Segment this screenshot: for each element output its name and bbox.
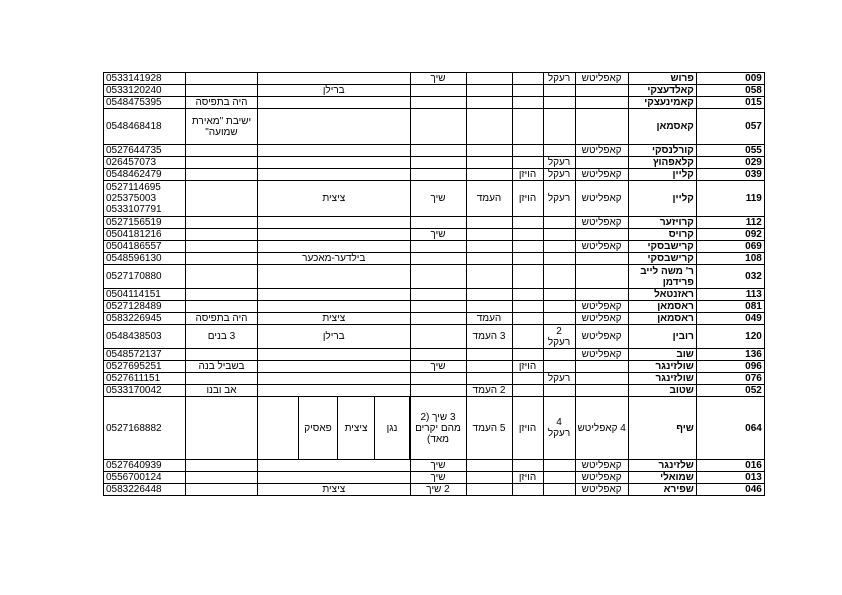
kap-cell — [575, 289, 628, 301]
shir-cell — [410, 85, 466, 97]
other-cell — [258, 472, 411, 484]
other-cell — [258, 241, 411, 253]
other-cell — [258, 301, 411, 313]
name-cell: קורלנסקי — [628, 145, 696, 157]
other-cell: בילדער-מאכער — [258, 253, 411, 265]
regel-cell: 2 רעקל — [543, 325, 575, 349]
table-row — [104, 373, 797, 385]
regel-cell — [543, 361, 575, 373]
table-row — [104, 289, 797, 301]
kap-cell: קאפליטש — [575, 241, 628, 253]
phone-cell: 0527128489 — [104, 301, 186, 313]
name-cell: קאסמאן — [628, 109, 696, 145]
amed-cell — [466, 301, 512, 313]
shir-cell — [410, 265, 466, 289]
kap-cell: קאפליטש — [575, 472, 628, 484]
phone-cell: 0527114695 025375003 0533107791 — [104, 181, 186, 217]
shir-cell: שיך — [410, 73, 466, 85]
regel-cell — [543, 385, 575, 397]
regel-cell — [543, 460, 575, 472]
note-cell — [186, 301, 258, 313]
name-cell: שלזינגר — [628, 460, 696, 472]
kap-cell — [575, 385, 628, 397]
donations-table — [103, 72, 797, 496]
phone-cell: 0504186557 — [104, 241, 186, 253]
code-cell: 069 — [696, 241, 764, 253]
shir-cell — [410, 253, 466, 265]
regel-cell: רעקל — [543, 373, 575, 385]
table-row — [104, 85, 797, 97]
code-cell: 120 — [696, 325, 764, 349]
other-cell — [258, 460, 411, 472]
phone-cell: 0527170880 — [104, 265, 186, 289]
kap-cell: 4 קאפליטש — [575, 397, 628, 460]
kap-cell: קאפליטש — [575, 313, 628, 325]
regel-cell — [543, 85, 575, 97]
code-cell: 055 — [696, 145, 764, 157]
regel-cell — [543, 253, 575, 265]
amed-cell: העמד — [466, 313, 512, 325]
other-cell — [258, 145, 411, 157]
phone-cell: 0504114151 — [104, 289, 186, 301]
hoizn-cell: הויזן — [512, 181, 543, 217]
kap-cell — [575, 157, 628, 169]
phone-cell: 0583226945 — [104, 313, 186, 325]
phone-cell: 0548596130 — [104, 253, 186, 265]
other-cell — [258, 265, 411, 289]
shir-cell — [410, 241, 466, 253]
code-cell: 039 — [696, 169, 764, 181]
name-cell: ראזנטאל — [628, 289, 696, 301]
code-cell: 052 — [696, 385, 764, 397]
table-row — [104, 109, 797, 145]
table-body-top — [104, 73, 797, 397]
shir-cell — [410, 349, 466, 361]
amed-cell — [466, 157, 512, 169]
shir-cell — [410, 169, 466, 181]
regel-cell: רעקל — [543, 169, 575, 181]
table-row — [104, 460, 797, 472]
table-row — [104, 385, 797, 397]
shir-cell: שיך — [410, 460, 466, 472]
kap-cell — [575, 85, 628, 97]
kap-cell: קאפליטש — [575, 349, 628, 361]
table-row — [104, 325, 797, 349]
table-body-bottom — [104, 460, 797, 496]
kap-cell — [575, 361, 628, 373]
code-cell: 029 — [696, 157, 764, 169]
hoizn-cell: הויזן — [512, 397, 543, 460]
phone-cell: 0548438503 — [104, 325, 186, 349]
note-cell — [186, 85, 258, 97]
shir-cell — [410, 385, 466, 397]
regel-cell — [543, 289, 575, 301]
hoizn-cell — [512, 484, 543, 496]
code-cell: 046 — [696, 484, 764, 496]
phone-cell: 0527695251 — [104, 361, 186, 373]
code-cell: 096 — [696, 361, 764, 373]
amed-cell — [466, 484, 512, 496]
shir-cell — [410, 301, 466, 313]
code-cell: 064 — [696, 397, 764, 460]
name-cell: קרויזער — [628, 217, 696, 229]
name-cell: קרויס — [628, 229, 696, 241]
other-cell — [258, 229, 411, 241]
amed-cell — [466, 73, 512, 85]
other-cell — [258, 109, 411, 145]
other-cell-o4: פאסיק — [299, 397, 338, 459]
shir-cell: שיך — [410, 229, 466, 241]
phone-cell: 0527611151 — [104, 373, 186, 385]
other-cell: ברילן — [258, 85, 411, 97]
note-cell — [186, 181, 258, 217]
note-cell: 3 בנים — [186, 325, 258, 349]
table-row — [104, 484, 797, 496]
note-cell — [186, 397, 258, 460]
amed-cell — [466, 361, 512, 373]
table-row — [104, 253, 797, 265]
phone-cell: 0533141928 — [104, 73, 186, 85]
code-cell: 076 — [696, 373, 764, 385]
code-cell: 009 — [696, 73, 764, 85]
kap-cell — [575, 97, 628, 109]
shir-cell — [410, 157, 466, 169]
code-cell: 057 — [696, 109, 764, 145]
other-cell: ציצית — [258, 313, 411, 325]
amed-cell — [466, 85, 512, 97]
kap-cell: קאפליטש — [575, 145, 628, 157]
other-cell — [258, 361, 411, 373]
amed-cell — [466, 349, 512, 361]
hoizn-cell — [512, 253, 543, 265]
phone-cell: 0548462479 — [104, 169, 186, 181]
name-cell: שיף — [628, 397, 696, 460]
hoizn-cell — [512, 301, 543, 313]
code-cell: 136 — [696, 349, 764, 361]
shir-cell: 2 שיך — [410, 484, 466, 496]
shir-cell: שיך — [410, 181, 466, 217]
phone-cell: 0527640939 — [104, 460, 186, 472]
note-cell: בשביל בנה — [186, 361, 258, 373]
hoizn-cell — [512, 385, 543, 397]
amed-cell: 5 העמד — [466, 397, 512, 460]
hoizn-cell — [512, 157, 543, 169]
phone-cell: 0533170042 — [104, 385, 186, 397]
amed-cell: 3 העמד — [466, 325, 512, 349]
phone-cell: 0527156519 — [104, 217, 186, 229]
amed-cell — [466, 460, 512, 472]
regel-cell — [543, 349, 575, 361]
code-cell: 032 — [696, 265, 764, 289]
amed-cell — [466, 169, 512, 181]
note-cell — [186, 289, 258, 301]
kap-cell: קאפליטש — [575, 181, 628, 217]
phone-cell: 0583226448 — [104, 484, 186, 496]
phone-cell: 0548468418 — [104, 109, 186, 145]
name-cell: שולזינגר — [628, 373, 696, 385]
shir-cell: 3 שיך (2 מהם יקרים מאד) — [410, 397, 466, 460]
table-row — [104, 181, 797, 217]
table-row — [104, 145, 797, 157]
note-cell — [186, 157, 258, 169]
other-cell-o3: ציצית — [338, 397, 375, 459]
other-cell — [258, 289, 411, 301]
other-cell: ציצית — [258, 181, 411, 217]
regel-cell: רעקל — [543, 73, 575, 85]
regel-cell — [543, 229, 575, 241]
kap-cell: קאפליטש — [575, 484, 628, 496]
hoizn-cell — [512, 241, 543, 253]
name-cell: שפירא — [628, 484, 696, 496]
table-row — [104, 241, 797, 253]
regel-cell — [543, 301, 575, 313]
other-cell — [258, 73, 411, 85]
regel-cell — [543, 217, 575, 229]
name-cell: שמואלי — [628, 472, 696, 484]
amed-cell — [466, 289, 512, 301]
table-row — [104, 397, 797, 460]
note-cell — [186, 484, 258, 496]
table-row — [104, 313, 797, 325]
amed-cell — [466, 373, 512, 385]
name-cell: קרישבסקי — [628, 253, 696, 265]
hoizn-cell — [512, 325, 543, 349]
note-cell — [186, 460, 258, 472]
shir-cell — [410, 145, 466, 157]
table-row — [104, 265, 797, 289]
other-cell — [258, 97, 411, 109]
other-cell: ברילן — [258, 325, 411, 349]
shir-cell — [410, 289, 466, 301]
name-cell: ראסמאן — [628, 313, 696, 325]
other-cell: ציצית — [258, 484, 411, 496]
amed-cell — [466, 145, 512, 157]
name-cell: קלאפהוץ — [628, 157, 696, 169]
kap-cell — [575, 229, 628, 241]
regel-cell — [543, 241, 575, 253]
table-row — [104, 229, 797, 241]
shir-cell — [410, 325, 466, 349]
hoizn-cell: הויזן — [512, 472, 543, 484]
name-cell: קליין — [628, 169, 696, 181]
regel-cell — [543, 313, 575, 325]
code-cell: 119 — [696, 181, 764, 217]
amed-cell — [466, 97, 512, 109]
table-row — [104, 73, 797, 85]
note-cell — [186, 265, 258, 289]
hoizn-cell — [512, 373, 543, 385]
phone-cell: 0548572137 — [104, 349, 186, 361]
note-cell — [186, 472, 258, 484]
table-body-064 — [104, 397, 797, 460]
amed-cell — [466, 229, 512, 241]
hoizn-cell — [512, 313, 543, 325]
amed-cell — [466, 265, 512, 289]
regel-cell — [543, 265, 575, 289]
hoizn-cell: הויזן — [512, 169, 543, 181]
other-cell — [258, 169, 411, 181]
table-row — [104, 361, 797, 373]
note-cell — [186, 253, 258, 265]
phone-cell: 0527168882 — [104, 397, 186, 460]
name-cell: קליין — [628, 181, 696, 217]
shir-cell: שיך — [410, 472, 466, 484]
shir-cell: שיך — [410, 361, 466, 373]
kap-cell: קאפליטש — [575, 301, 628, 313]
hoizn-cell — [512, 97, 543, 109]
hoizn-cell: הויזן — [512, 361, 543, 373]
code-cell: 049 — [696, 313, 764, 325]
regel-cell — [543, 472, 575, 484]
other-cell — [258, 373, 411, 385]
code-cell: 015 — [696, 97, 764, 109]
kap-cell — [575, 265, 628, 289]
table-row — [104, 349, 797, 361]
shir-cell — [410, 97, 466, 109]
code-cell: 092 — [696, 229, 764, 241]
name-cell: ר' משה לייב פרידמן — [628, 265, 696, 289]
shir-cell — [410, 313, 466, 325]
amed-cell — [466, 253, 512, 265]
name-cell: קרישבסקי — [628, 241, 696, 253]
table-row — [104, 157, 797, 169]
hoizn-cell — [512, 460, 543, 472]
note-cell — [186, 145, 258, 157]
kap-cell — [575, 253, 628, 265]
code-cell: 081 — [696, 301, 764, 313]
note-cell — [186, 73, 258, 85]
name-cell: שטוב — [628, 385, 696, 397]
phone-cell: 0533120240 — [104, 85, 186, 97]
name-cell: ראסמאן — [628, 301, 696, 313]
name-cell: פרוש — [628, 73, 696, 85]
name-cell: קאלדעצקי — [628, 85, 696, 97]
code-cell: 016 — [696, 460, 764, 472]
table-row — [104, 217, 797, 229]
hoizn-cell — [512, 85, 543, 97]
hoizn-cell — [512, 217, 543, 229]
note-cell — [186, 241, 258, 253]
regel-cell — [543, 109, 575, 145]
note-cell — [186, 217, 258, 229]
note-cell: היה בתפיסה — [186, 313, 258, 325]
phone-cell: 0504181216 — [104, 229, 186, 241]
other-cell-group — [258, 397, 411, 460]
code-cell: 108 — [696, 253, 764, 265]
other-cell — [258, 349, 411, 361]
amed-cell: העמד — [466, 181, 512, 217]
shir-cell — [410, 373, 466, 385]
other-cell — [258, 217, 411, 229]
name-cell: שולזינגר — [628, 361, 696, 373]
note-cell — [186, 349, 258, 361]
kap-cell: קאפליטש — [575, 217, 628, 229]
other-cell — [258, 157, 411, 169]
table-row — [104, 472, 797, 484]
regel-cell: רעקל — [543, 157, 575, 169]
regel-cell — [543, 97, 575, 109]
hoizn-cell — [512, 109, 543, 145]
amed-cell — [466, 109, 512, 145]
table-row — [104, 169, 797, 181]
note-cell — [186, 373, 258, 385]
hoizn-cell — [512, 349, 543, 361]
note-cell: אב ובנו — [186, 385, 258, 397]
name-cell: שוב — [628, 349, 696, 361]
code-cell: 112 — [696, 217, 764, 229]
kap-cell: קאפליטש — [575, 73, 628, 85]
regel-cell — [543, 484, 575, 496]
regel-cell: רעקל — [543, 181, 575, 217]
code-cell: 013 — [696, 472, 764, 484]
kap-cell: קאפליטש — [575, 460, 628, 472]
hoizn-cell — [512, 145, 543, 157]
kap-cell: קאפליטש — [575, 325, 628, 349]
name-cell: קאמינעצקי — [628, 97, 696, 109]
amed-cell — [466, 241, 512, 253]
regel-cell — [543, 145, 575, 157]
name-cell: רובין — [628, 325, 696, 349]
shir-cell — [410, 217, 466, 229]
note-cell — [186, 229, 258, 241]
hoizn-cell — [512, 265, 543, 289]
kap-cell: קאפליטש — [575, 169, 628, 181]
note-cell — [186, 169, 258, 181]
amed-cell — [466, 472, 512, 484]
kap-cell — [575, 373, 628, 385]
code-cell: 113 — [696, 289, 764, 301]
phone-cell: 026457073 — [104, 157, 186, 169]
regel-cell: 4 רעקל — [543, 397, 575, 460]
other-cell — [258, 385, 411, 397]
phone-cell: 0527644735 — [104, 145, 186, 157]
hoizn-cell — [512, 229, 543, 241]
shir-cell — [410, 109, 466, 145]
note-cell: היה בתפיסה — [186, 97, 258, 109]
hoizn-cell — [512, 289, 543, 301]
code-cell: 058 — [696, 85, 764, 97]
amed-cell — [466, 217, 512, 229]
other-cell-o2: נגן — [375, 397, 410, 459]
amed-cell: 2 העמד — [466, 385, 512, 397]
table-row — [104, 301, 797, 313]
note-cell: ישיבת "מאירת שמועה" — [186, 109, 258, 145]
phone-cell: 0556700124 — [104, 472, 186, 484]
hoizn-cell — [512, 73, 543, 85]
table-row — [104, 97, 797, 109]
phone-cell: 0548475395 — [104, 97, 186, 109]
kap-cell — [575, 109, 628, 145]
